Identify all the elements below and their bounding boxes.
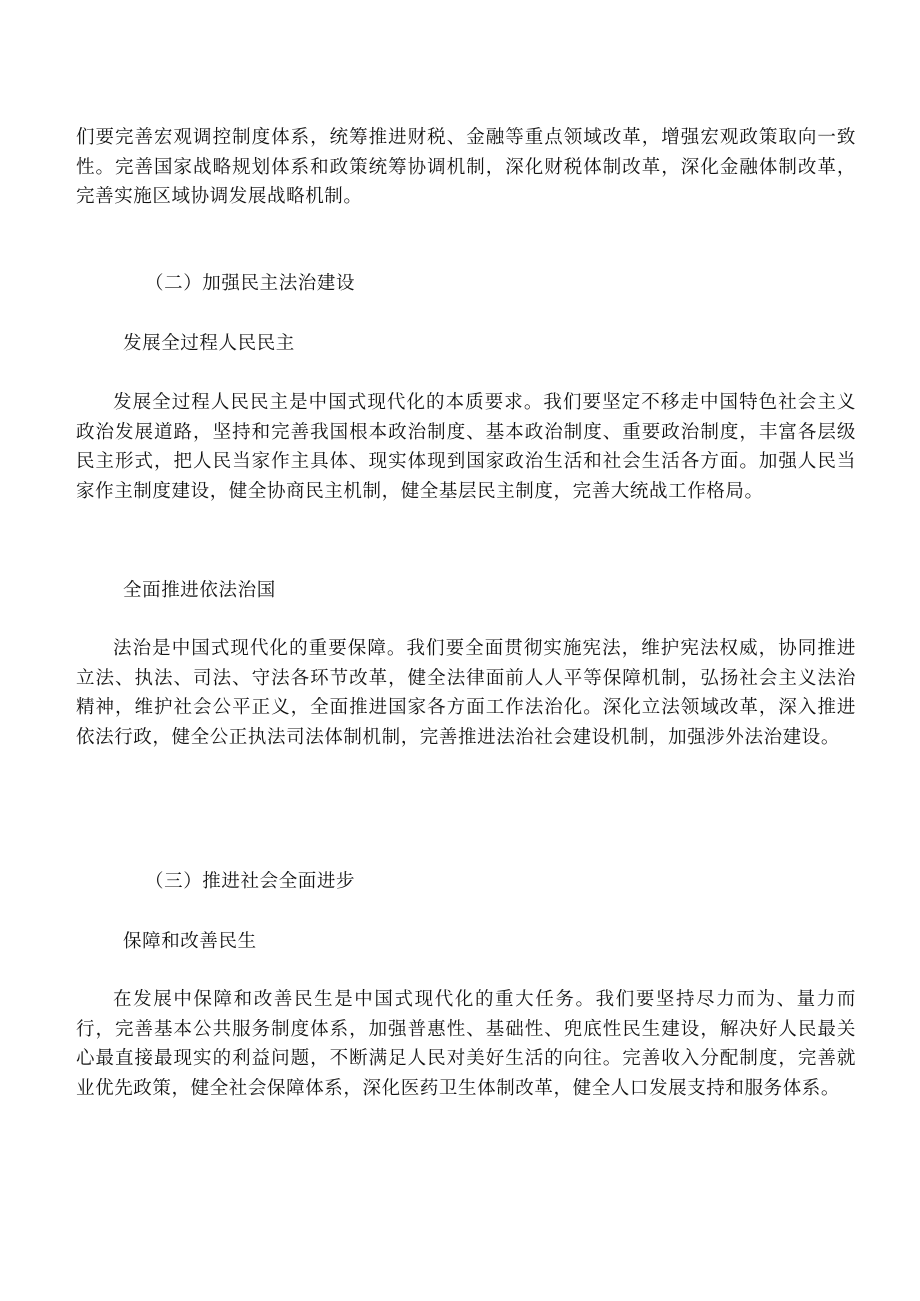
subheading-rule-of-law: 全面推进依法治国 — [123, 580, 276, 601]
paragraph-democracy: 发展全过程人民民主是中国式现代化的本质要求。我们要坚定不移走中国特色社会主义政治发展道路，坚持和完善我国根本政治制度、基本政治制度、重要政治制度，丰富各层级民主形式，把人民当家作主具体、现实体现到国家政治生活和社会生活各方面。加强人民当家作主制度建设，健全协商民主机制，健全基层民主制度，完善大统战工作格局。 — [76, 392, 856, 502]
subheading-democracy: 发展全过程人民民主 — [123, 333, 295, 354]
section-three-heading: （三）推进社会全面进步 — [145, 871, 356, 892]
paragraph-livelihood: 在发展中保障和改善民生是中国式现代化的重大任务。我们要坚持尽力而为、量力而行，完善基本公共服务制度体系，加强普惠性、基础性、兜底性民生建设，解决好人民最关心最直接最现实的利益问题，不断满足人民对美好生活的向往。完善收入分配制度，完善就业优先政策，健全社会保障体系，深化医药卫生体制改革，健全人口发展支持和服务体系。 — [76, 989, 856, 1099]
section-two-heading: （二）加强民主法治建设 — [145, 273, 356, 294]
paragraph-intro: 们要完善宏观调控制度体系，统筹推进财税、金融等重点领域改革，增强宏观政策取向一致性。完善国家战略规划体系和政策统筹协调机制，深化财税体制改革，深化金融体制改革，完善实施区域协调发展战略机制。 — [76, 127, 856, 207]
subheading-livelihood: 保障和改善民生 — [123, 931, 257, 952]
paragraph-rule-of-law: 法治是中国式现代化的重要保障。我们要全面贯彻实施宪法，维护宪法权威，协同推进立法、执法、司法、守法各环节改革，健全法律面前人人平等保障机制，弘扬社会主义法治精神，维护社会公平正义，全面推进国家各方面工作法治化。深化立法领域改革，深入推进依法行政，健全公正执法司法体制机制，完善推进法治社会建设机制，加强涉外法治建设。 — [76, 638, 856, 748]
